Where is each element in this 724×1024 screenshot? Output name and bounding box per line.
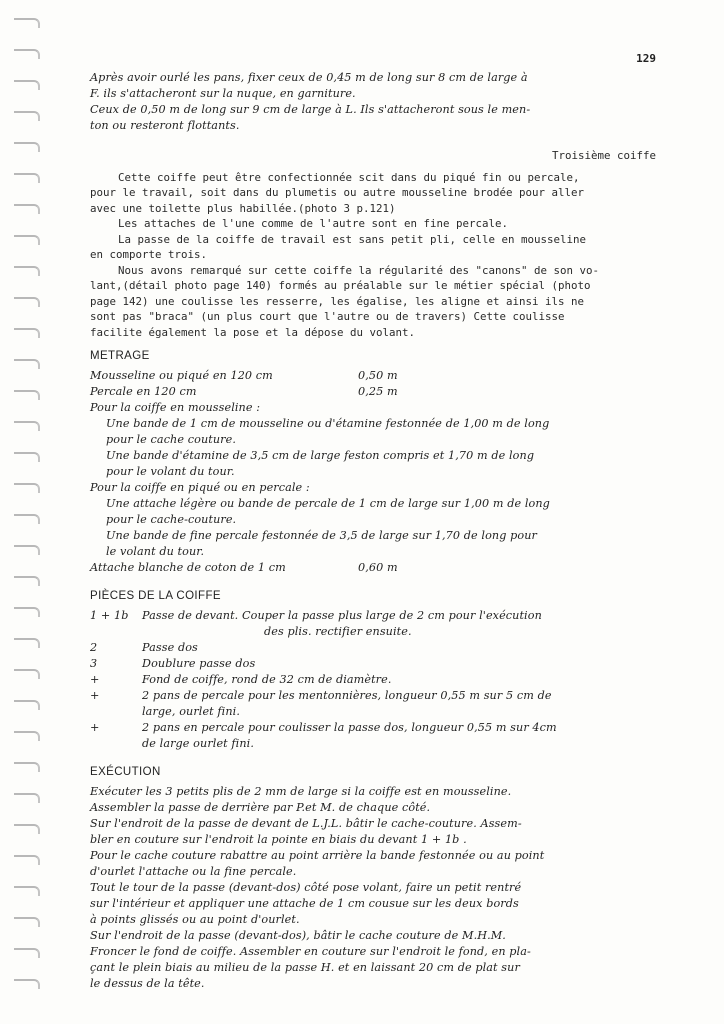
binding-ring <box>14 328 40 338</box>
binding-ring <box>14 111 40 121</box>
piece-number: + <box>90 673 100 686</box>
intro-line: F. ils s'attacheront sur la nuque, en garniture. <box>90 87 356 100</box>
binding-ring <box>14 173 40 183</box>
metrage-line: pour le volant du tour. <box>106 465 235 478</box>
execution-line: d'ourlet l'attache ou la fine percale. <box>90 865 297 878</box>
binding-ring <box>14 421 40 431</box>
typed-body <box>90 170 660 341</box>
body-line: Nous avons remarqué sur cette coiffe la régularité des "canons" de son vo- <box>118 263 600 277</box>
body-line: lant,(détail photo page 140) formés au préalable sur le métier spécial (photo <box>90 279 591 292</box>
binding-ring <box>14 824 40 834</box>
piece-text: 2 pans en percale pour coulisser la passe dos, longueur 0,55 m sur 4cm <box>142 721 557 734</box>
binding-ring <box>14 855 40 865</box>
binding-ring <box>14 49 40 59</box>
binding-ring <box>14 359 40 369</box>
piece-number: 2 <box>90 641 98 654</box>
piece-item <box>90 608 660 624</box>
metrage-line: Une attache légère ou bande de percale de 1 cm de large sur 1,00 m de long <box>106 497 550 510</box>
piece-number: + <box>90 721 100 734</box>
binding-ring <box>14 204 40 214</box>
piece-continuation: des plis. rectifier ensuite. <box>264 625 412 638</box>
binding-ring <box>14 545 40 555</box>
metrage-line: Pour la coiffe en piqué ou en percale : <box>90 481 310 494</box>
metrage-line: le volant du tour. <box>106 545 205 558</box>
execution-line: Pour le cache couture rabattre au point arrière la bande festonnée ou au point <box>90 849 545 862</box>
piece-number: 1 + 1b <box>90 609 129 622</box>
binding-ring <box>14 297 40 307</box>
metrage-line: Pour la coiffe en mousseline : <box>90 401 261 414</box>
binding-ring <box>14 917 40 927</box>
execution-heading: EXÉCUTION <box>90 766 161 778</box>
pieces-heading: PIÈCES DE LA COIFFE <box>90 590 221 602</box>
binding-ring <box>14 731 40 741</box>
section-title: Troisième coiffe <box>551 149 656 162</box>
body-line: sont pas "braca" (un plus court que l'autre ou de travers) Cette coulisse <box>90 310 565 323</box>
binding-ring <box>14 762 40 772</box>
body-line: Cette coiffe peut être confectionnée scit dans du piqué fin ou percale, <box>118 170 580 184</box>
intro-block <box>90 70 660 134</box>
piece-item <box>90 720 660 736</box>
binding-ring <box>14 948 40 958</box>
metrage-row <box>90 384 660 400</box>
piece-number: 3 <box>90 657 98 670</box>
metrage-heading: METRAGE <box>90 350 150 362</box>
metrage-label: Mousseline ou piqué en 120 cm <box>90 369 273 382</box>
execution-line: sur l'intérieur et appliquer une attache de 1 cm cousue sur les deux bords <box>90 897 519 910</box>
intro-line: Après avoir ourlé les pans, fixer ceux de 0,45 m de long sur 8 cm de large à <box>90 71 528 84</box>
metrage-line: Une bande de fine percale festonnée de 3,5 de large sur 1,70 de long pour <box>106 529 537 542</box>
body-line: en comporte trois. <box>90 248 208 261</box>
execution-line: à points glissés ou au point d'ourlet. <box>90 913 300 926</box>
piece-text: 2 pans de percale pour les mentonnières, longueur 0,55 m sur 5 cm de <box>142 689 552 702</box>
execution-line: Froncer le fond de coiffe. Assembler en couture sur l'endroit le fond, en pla- <box>90 945 531 958</box>
piece-continuation: de large ourlet fini. <box>142 737 254 750</box>
piece-item <box>90 672 660 688</box>
body-line: Les attaches de l'une comme de l'autre sont en fine percale. <box>118 217 509 230</box>
binding-ring <box>14 235 40 245</box>
metrage-label: Attache blanche de coton de 1 cm <box>90 561 286 574</box>
piece-item <box>90 688 660 704</box>
execution-line: bler en couture sur l'endroit la pointe en biais du devant 1 + 1b . <box>90 833 467 846</box>
binding-ring <box>14 669 40 679</box>
binding-ring <box>14 142 40 152</box>
pieces-list <box>90 608 660 752</box>
piece-item <box>90 640 660 656</box>
binding-ring <box>14 700 40 710</box>
binding-ring <box>14 576 40 586</box>
metrage-line: Une bande de 1 cm de mousseline ou d'étamine festonnée de 1,00 m de long <box>106 417 550 430</box>
page-content <box>90 70 660 992</box>
page-number: 129 <box>636 52 656 65</box>
piece-text: Passe de devant. Couper la passe plus large de 2 cm pour l'exécution <box>142 609 542 622</box>
binding-ring <box>14 886 40 896</box>
body-line: avec une toilette plus habillée.(photo 3 p.121) <box>90 201 396 215</box>
metrage-line: pour le cache couture. <box>106 433 236 446</box>
piece-text: Passe dos <box>142 641 198 654</box>
metrage-label: Percale en 120 cm <box>90 385 197 398</box>
execution-line: Tout le tour de la passe (devant-dos) côté pose volant, faire un petit rentré <box>90 881 522 894</box>
binding-ring <box>14 452 40 462</box>
metrage-line: Une bande d'étamine de 3,5 cm de large feston compris et 1,70 m de long <box>106 449 535 462</box>
metrage-value: 0,25 m <box>358 385 398 398</box>
execution-line: Exécuter les 3 petits plis de 2 mm de large si la coiffe est en mousseline. <box>90 785 512 798</box>
binding-ring <box>14 18 40 28</box>
binding-ring <box>14 514 40 524</box>
execution-line: Assembler la passe de derrière par P.et M. de chaque côté. <box>90 801 431 814</box>
metrage-row <box>90 368 660 384</box>
binding-ring <box>14 483 40 493</box>
binding-ring <box>14 979 40 989</box>
metrage-value: 0,50 m <box>358 369 398 382</box>
intro-line: Ceux de 0,50 m de long sur 9 cm de large à L. Ils s'attacheront sous le men- <box>90 103 531 116</box>
intro-line: ton ou resteront flottants. <box>90 119 240 132</box>
body-line: page 142) une coulisse les resserre, les égalise, les aligne et ainsi ils ne <box>90 294 585 308</box>
execution-line: Sur l'endroit de la passe (devant-dos), bâtir le cache couture de M.H.M. <box>90 929 506 942</box>
binding-ring <box>14 390 40 400</box>
metrage-value: 0,60 m <box>358 561 398 574</box>
execution-list <box>90 784 660 992</box>
binding-ring <box>14 793 40 803</box>
execution-line: Sur l'endroit de la passe de devant de L.J.L. bâtir le cache-couture. Assem- <box>90 817 522 830</box>
binding-ring <box>14 266 40 276</box>
piece-continuation: large, ourlet fini. <box>142 705 240 718</box>
metrage-row <box>90 560 660 576</box>
metrage-list <box>90 368 660 576</box>
spiral-binding <box>14 0 42 1024</box>
metrage-line: pour le cache-couture. <box>106 513 237 526</box>
binding-ring <box>14 638 40 648</box>
body-line: La passe de la coiffe de travail est sans petit pli, celle en mousseline <box>118 232 587 246</box>
body-line: facilite également la pose et la dépose du volant. <box>90 325 416 339</box>
piece-text: Fond de coiffe, rond de 32 cm de diamètre. <box>142 673 392 686</box>
execution-line: çant le plein biais au milieu de la passe H. et en laissant 20 cm de plat sur <box>90 961 520 974</box>
piece-text: Doublure passe dos <box>142 657 256 670</box>
binding-ring <box>14 607 40 617</box>
piece-item <box>90 656 660 672</box>
piece-number: + <box>90 689 100 702</box>
binding-ring <box>14 80 40 90</box>
execution-line: le dessus de la tête. <box>90 977 205 990</box>
body-line: pour le travail, soit dans du plumetis ou autre mousseline brodée pour aller <box>90 186 585 199</box>
